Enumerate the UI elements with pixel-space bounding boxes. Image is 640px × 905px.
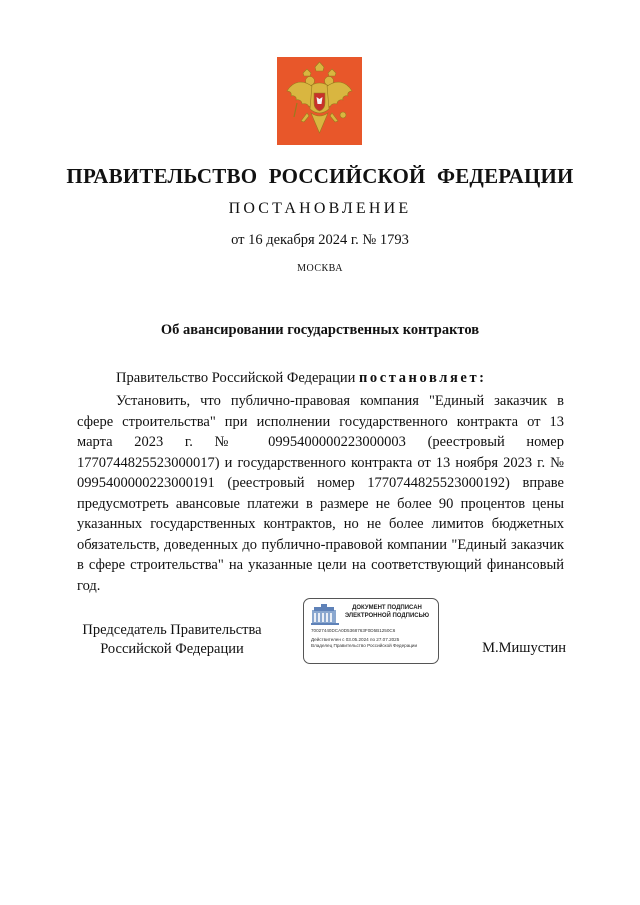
signer-position-line2: Российской Федерации (100, 641, 244, 657)
stamp-owner: Владелец Правительство Российской Федерации (311, 643, 418, 648)
document-city: МОСКВА (297, 263, 343, 274)
stamp-title-line1: ДОКУМЕНТ ПОДПИСАН (352, 605, 422, 611)
stamp-certificate: 70027440DCA0D5368763F0D5B1250C6 (311, 628, 396, 633)
document-date-number: от 16 декабря 2024 г. № 1793 (231, 232, 409, 248)
stamp-title-line2: ЭЛЕКТРОННОЙ ПОДПИСЬЮ (344, 612, 430, 619)
stamp-title (338, 605, 436, 620)
signer-position-line1: Председатель Правительства (82, 622, 262, 638)
signer-position (72, 621, 272, 659)
signer-name: М.Мишустин (482, 640, 566, 656)
document-subject: Об авансировании государственных контрактов (160, 322, 480, 338)
stamp-validity: Действителен с 03.05.2024 по 27.07.2025 (311, 637, 400, 642)
preamble-decree-word: постановляет: (358, 370, 487, 386)
electronic-signature-stamp (303, 598, 439, 664)
preamble (116, 370, 487, 387)
preamble-text: Правительство Российской Федерации (116, 370, 359, 386)
government-title: ПРАВИТЕЛЬСТВО РОССИЙСКОЙ ФЕДЕРАЦИИ (66, 164, 574, 188)
decree-paragraph: Установить, что публично-правовая компания "Единый заказчик в сфере строительства" при исполнении государственного контракта от 13 марта 2023 г. № 0995400000223000003 (реестровый номер 1770744825523000017) и государственного контракта от 13 ноября 2023 г. № 0995400000223000191 (реестровый номер 1770744825523000192) вправе предусмотреть авансовые платежи в размере не более 90 процентов цены указанных государственных контрактов, но не более лимитов бюджетных обязательств, доведенных до публично-правовой компании "Единый заказчик в сфере строительства" на указанные цели на соответствующий финансовый год. (77, 393, 564, 594)
russian-coat-of-arms-icon (277, 57, 362, 145)
document-type: ПОСТАНОВЛЕНИЕ (228, 200, 412, 217)
government-building-icon (311, 604, 341, 626)
